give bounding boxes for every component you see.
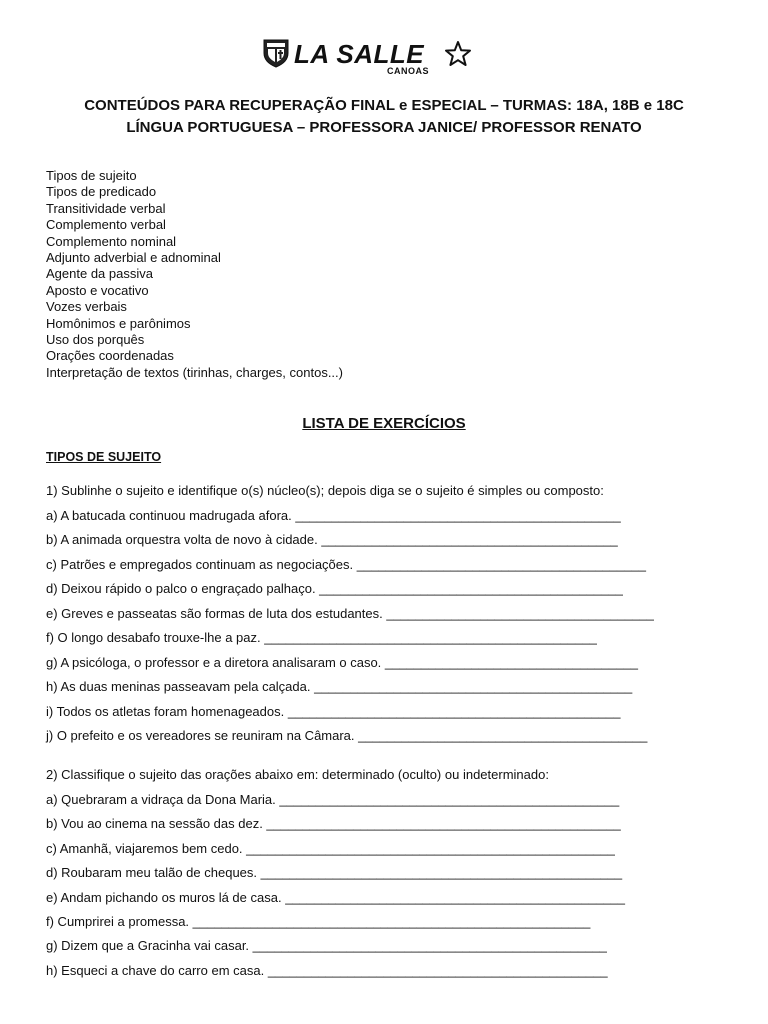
topics-list	[46, 168, 343, 381]
exercise-item: g) Dizem que a Gracinha vai casar. _________________________________________________	[46, 938, 607, 954]
topic-item: Vozes verbais	[46, 299, 127, 315]
section-title: TIPOS DE SUJEITO	[46, 450, 162, 464]
exercise-item: j) O prefeito e os vereadores se reuniram na Câmara. ________________________________________	[46, 728, 648, 744]
topic-item: Uso dos porquês	[46, 332, 145, 348]
topic-item: Adjunto adverbial e adnominal	[46, 250, 221, 266]
topic-item: Aposto e vocativo	[46, 282, 149, 298]
topic-item: Orações coordenadas	[46, 348, 174, 364]
topic-item: Complemento nominal	[46, 233, 177, 249]
exercise-item: b) Vou ao cinema na sessão das dez. _________________________________________________	[46, 816, 621, 832]
exercise-item: h) As duas meninas passeavam pela calçada. ____________________________________________	[46, 679, 633, 695]
topic-item: Tipos de sujeito	[46, 168, 137, 183]
exercise-item: e) Greves e passeatas são formas de luta dos estudantes. _____________________________________	[46, 605, 654, 621]
document-subtitle: LÍNGUA PORTUGUESA – PROFESSORA JANICE/ PROFESSOR RENATO	[126, 119, 642, 136]
exercise-item: g) A psicóloga, o professor e a diretora analisaram o caso. ___________________________________	[46, 654, 638, 670]
document-title: CONTEÚDOS PARA RECUPERAÇÃO FINAL e ESPECIAL – TURMAS: 18A, 18B e 18C	[84, 97, 684, 114]
exercise-item: h) Esqueci a chave do carro em casa. _______________________________________________	[46, 962, 608, 978]
topic-item: Transitividade verbal	[46, 200, 166, 216]
star-outline-icon	[444, 40, 472, 68]
exercise-item: c) Patrões e empregados continuam as negociações. ________________________________________	[46, 556, 646, 572]
question-1-prompt: 1) Sublinhe o sujeito e identifique o(s) núcleo(s); depois diga se o sujeito é simples ou composto:	[46, 483, 604, 498]
exercise-item: a) A batucada continuou madrugada afora. _____________________________________________	[46, 508, 621, 523]
exercise-item: b) A animada orquestra volta de novo à cidade. _________________________________________	[46, 532, 618, 548]
topic-item: Homônimos e parônimos	[46, 315, 191, 331]
exercise-item: a) Quebraram a vidraça da Dona Maria. _______________________________________________	[46, 792, 620, 807]
exercise-item: d) Deixou rápido o palco o engraçado palhaço. __________________________________________	[46, 581, 623, 597]
exercise-item: c) Amanhã, viajaremos bem cedo. ___________________________________________________	[46, 840, 615, 856]
exercise-list-title: LISTA DE EXERCÍCIOS	[302, 415, 466, 432]
exercise-item: f) Cumprirei a promessa. _______________________________________________________	[46, 914, 591, 929]
topic-item: Tipos de predicado	[46, 184, 157, 200]
brand-name: LA SALLE	[294, 39, 425, 69]
exercise-item: f) O longo desabafo trouxe-lhe a paz. ______________________________________________	[46, 630, 597, 646]
topic-item: Agente da passiva	[46, 266, 153, 282]
school-logo	[263, 38, 478, 78]
topic-item: Interpretação de textos (tirinhas, charges, contos...)	[46, 364, 343, 380]
question-2-prompt: 2) Classifique o sujeito das orações abaixo em: determinado (oculto) ou indeterminado:	[46, 767, 549, 782]
shield-crest-icon	[263, 38, 289, 68]
exercise-item: e) Andam pichando os muros lá de casa. _______________________________________________	[46, 889, 626, 905]
exercise-item: i) Todos os atletas foram homenageados. ______________________________________________	[46, 703, 621, 719]
brand-subtitle: CANOAS	[387, 66, 430, 76]
exercise-item: d) Roubaram meu talão de cheques. __________________________________________________	[46, 865, 623, 881]
topic-item: Complemento verbal	[46, 217, 166, 233]
